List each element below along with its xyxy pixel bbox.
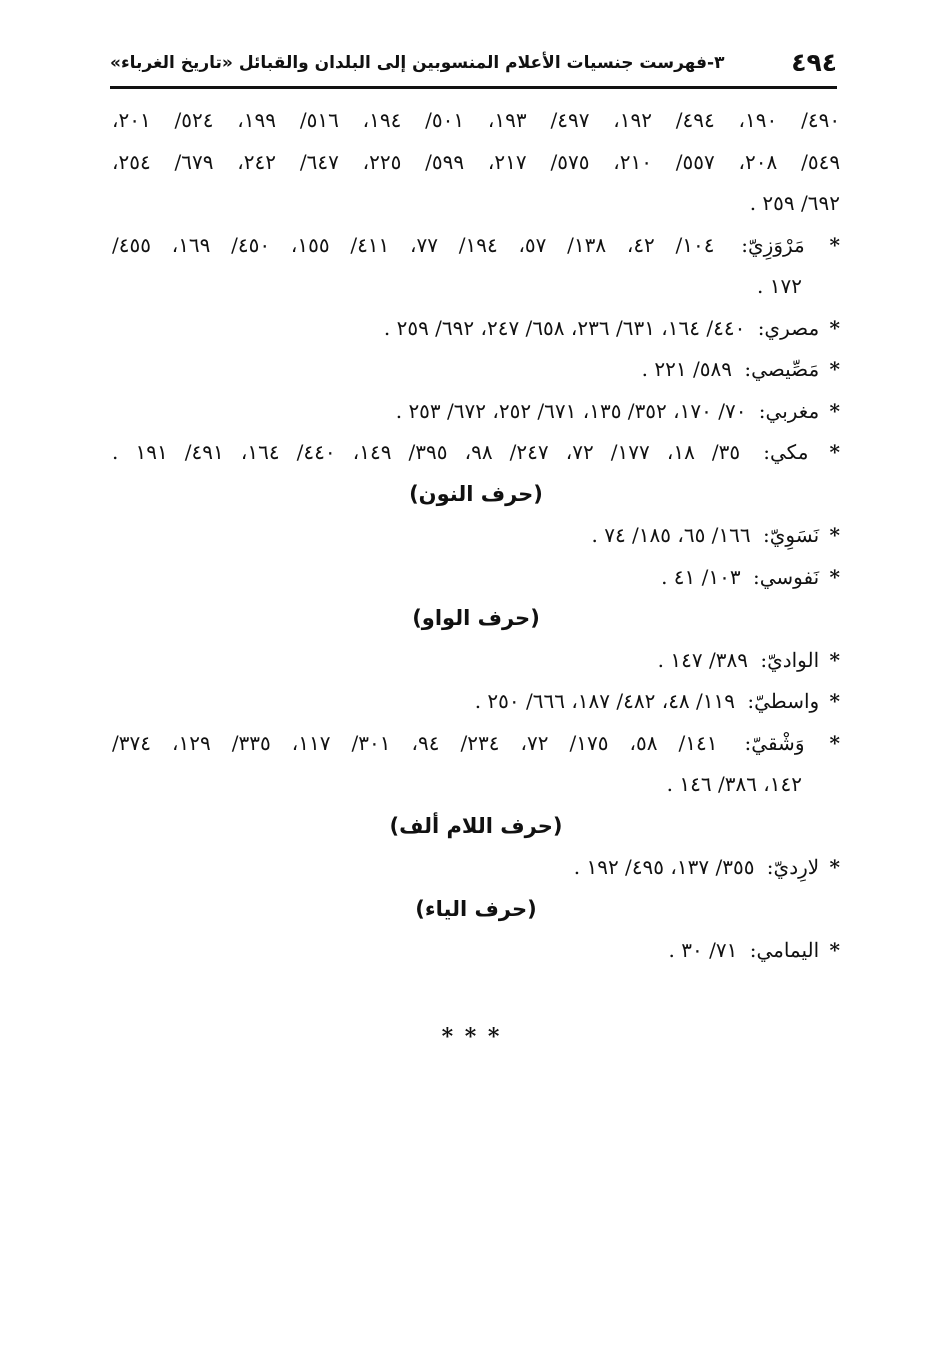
running-title: ٣-فهرست جنسيات الأعلام المنسوبين إلى البلدان والقبائل «تاريخ الغرباء» [110, 53, 725, 73]
entry-continuation: ١٤٢، ٣٨٦/ ١٤٦ . [666, 772, 802, 796]
entry-name: وَشْقيّ: [744, 730, 805, 755]
entry-references: ٥٨٩/ ٢٢١ . [641, 357, 732, 381]
entry-references: ١٦٦/ ٦٥، ١٨٥/ ٧٤ . [591, 523, 751, 547]
index-entry [112, 847, 840, 889]
index-entry [112, 391, 840, 433]
entry-references: ١٤١/ ٥٨، ١٧٥/ ٧٢، ٢٣٤/ ٩٤، ٣٠١/ ١١٧، ٣٣٥/ ١٢٩، ٣٧٤/ [112, 730, 718, 755]
entry-bullet: * [829, 938, 840, 962]
index-entry [112, 515, 840, 557]
entry-continuation: ١٧٢ . [757, 274, 802, 298]
entry-bullet: * [829, 398, 840, 423]
entry-bullet: * [829, 855, 840, 879]
entry-name: نَفوسي: [752, 564, 820, 589]
entry-name: اليمامي: [749, 938, 820, 962]
entry-references: ١٠٤/ ٤٢، ١٣٨/ ٥٧، ١٩٤/ ٧٧، ٤١١/ ١٥٥، ٤٥٠/ ١٦٩، ٤٥٥/ [112, 232, 715, 257]
entry-references: ٣٨٩/ ١٤٧ . [657, 647, 748, 672]
entry-name: مغربي: [758, 398, 820, 423]
entry-bullet: * [829, 689, 840, 713]
section-heading-lam-alif: (حرف اللام ألف) [389, 813, 563, 838]
index-entry [112, 681, 840, 723]
page-number: ٤٩٤ [791, 48, 837, 77]
entry-bullet: * [829, 523, 840, 547]
page-header [110, 44, 837, 84]
index-entry [112, 557, 840, 599]
index-entry [112, 930, 840, 972]
entry-references: ٣٥/ ١٨، ١٧٧/ ٧٢، ٢٤٧/ ٩٨، ٣٩٥/ ١٤٩، ٤٤٠/ ١٦٤، ٤٩١/ ١٩١ . [112, 440, 741, 464]
entry-references: ٧١/ ٣٠ . [668, 938, 738, 962]
entry-name: مصري: [757, 315, 820, 340]
entry-name: مَرْوَزِيّ: [741, 232, 805, 257]
section-heading-waw: (حرف الواو) [412, 606, 540, 630]
entry-name: لارِديّ: [766, 855, 820, 879]
header-rule [110, 86, 837, 89]
index-entry [112, 432, 840, 474]
entry-bullet: * [829, 315, 840, 340]
index-entry [112, 225, 840, 267]
entry-name: مَصِّيصي: [744, 357, 820, 381]
end-asterisks: * * * [441, 1024, 502, 1050]
entry-bullet: * [829, 730, 840, 755]
continuation-line: ٤٩٠/ ١٩٠، ٤٩٤/ ١٩٢، ٤٩٧/ ١٩٣، ٥٠١/ ١٩٤، ٥١٦/ ١٩٩، ٥٢٤/ ٢٠١، [112, 108, 840, 132]
index-entry [112, 349, 840, 391]
index-entry [112, 308, 840, 350]
entry-references: ١٠٣/ ٤١ . [661, 564, 741, 589]
entry-name: نَسَوِيّ: [763, 523, 820, 547]
entry-references: ٤٤٠/ ١٦٤، ٦٣١/ ٢٣٦، ٦٥٨/ ٢٤٧، ٦٩٢/ ٢٥٩ . [383, 315, 746, 340]
section-heading-ya: (حرف الياء) [415, 896, 537, 921]
entry-bullet: * [829, 440, 840, 464]
section-heading-nun: (حرف النون) [409, 481, 543, 506]
entry-bullet: * [829, 357, 840, 381]
entry-name: واسطيّ: [747, 689, 820, 713]
entry-bullet: * [829, 647, 840, 672]
continuation-line: ٥٤٩/ ٢٠٨، ٥٥٧/ ٢١٠، ٥٧٥/ ٢١٧، ٥٩٩/ ٢٢٥، ٦٤٧/ ٢٤٢، ٦٧٩/ ٢٥٤، [112, 149, 840, 174]
entry-references: ١١٩/ ٤٨، ٤٨٢/ ١٨٧، ٦٦٦/ ٢٥٠ . [474, 689, 736, 713]
index-body [112, 100, 840, 972]
entry-bullet: * [829, 564, 840, 589]
entry-references: ٧٠/ ١٧٠، ٣٥٢/ ١٣٥، ٦٧١/ ٢٥٢، ٦٧٢/ ٢٥٣ . [395, 398, 747, 423]
index-entry [112, 640, 840, 682]
continuation-line: ٦٩٢/ ٢٥٩ . [749, 191, 840, 215]
entry-references: ٣٥٥/ ١٣٧، ٤٩٥/ ١٩٢ . [573, 855, 755, 879]
index-entry [112, 723, 840, 765]
entry-bullet: * [829, 232, 840, 257]
entry-name: مكي: [763, 440, 809, 464]
entry-name: الواديّ: [760, 647, 820, 672]
